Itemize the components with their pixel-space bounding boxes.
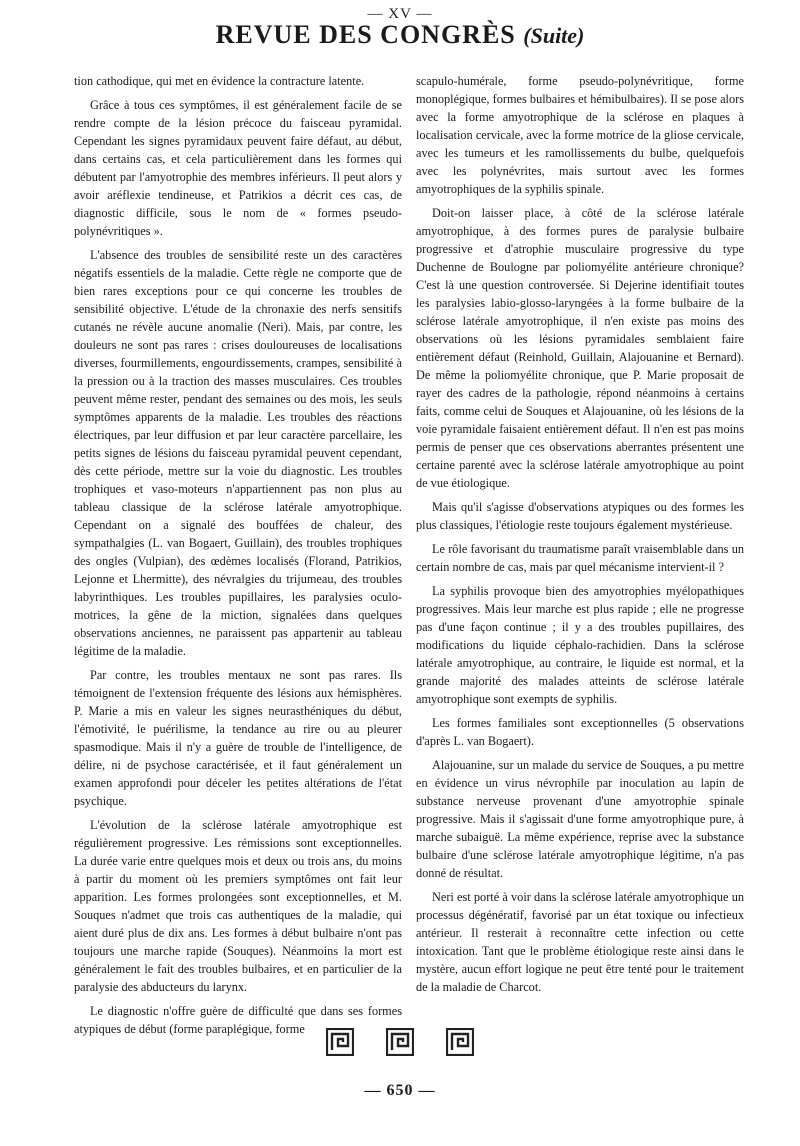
paragraph: Alajouanine, sur un malade du service de Souques, a pu mettre en évidence un virus névrophile par inoculation au lapin de substance nerveuse provenant d'une amyotrophie spinale progressive. Mais il s'agissait d'une forme amyotrophique pure, à marche subaiguë. La même expérience, reprise avec la substance bulbaire d'une sclérose latérale amyotrophique légitime, n'a pas donné de résultat. <box>416 758 744 880</box>
header-title: REVUE DES CONGRÈS <box>215 20 516 49</box>
paragraph: scapulo-humérale, forme pseudo-polynévritique, forme monoplégique, formes bulbaires et hémibulbaires). Il se pose alors avec la forme amyotrophique de la sclérose en plaques à localisation cervicale, avec la forme motrice de la gliose cervicale, avec les tumeurs et les ramollissements du bulbe, quelquefois avec les polynévrites, mais surtout avec les formes amyotrophiques de la syphilis spinale. <box>416 74 744 196</box>
paragraph: Doit-on laisser place, à côté de la sclérose latérale amyotrophique, à des formes pures de paralysie bulbaire progressive et d'atrophie musculaire progressive du type Duchenne de Boulogne par poliomyélite antérieure chronique? C'est là une question controversée. Si Dejerine identifiait toutes les paralysies labio-glosso-laryngées à la forme bulbaire de la sclérose latérale amyotrophique, il n'en existe pas moins des observations où les lésions pyramidales semblaient faire entièrement défaut (Reinhold, Guillain, Alajouanine et Bernard). De même la poliomyélite chronique, que P. Marie proposait de rayer des cadres de la pathologie, répond néanmoins à certains faits, comme celui de Souques et Alajouanine, où les lésions de la voie pyramidale faisaient entièrement défaut. Il n'en est pas moins permis de penser que ces observations aberrantes présentent une certaine parenté avec la sclérose latérale amyotrophique au point de vue étiologique. <box>416 206 744 490</box>
paragraph: Mais qu'il s'agisse d'observations atypiques ou des formes les plus classiques, l'étiologie reste toujours également mystérieuse. <box>416 500 744 532</box>
fret-ornament-icon <box>386 1028 414 1056</box>
paragraph: Neri est porté à voir dans la sclérose latérale amyotrophique un processus dégénératif, favorisé par un état toxique ou infectieux antérieur. Il resterait à reconnaître cette infection ou cette intoxication. Tant que le problème étiologique reste ainsi dans le mystère, aucun effort logique ne peut être tenté pour le traitement de la maladie de Charcot. <box>416 890 744 994</box>
fret-ornament-icon <box>326 1028 354 1056</box>
right-column <box>416 72 744 1002</box>
paragraph: Le diagnostic n'offre guère de difficulté que dans ses formes atypiques de début (forme paraplégique, forme <box>74 1004 402 1036</box>
paragraph: L'absence des troubles de sensibilité reste un des caractères négatifs essentiels de la maladie. Cette règle ne comporte que de bien rares exceptions pour ce qui concerne les troubles de sensibilité objective. L'étude de la chronaxie des nerfs sensitifs cutanés ne révèle aucune anomalie (Neri). Mais, par contre, les douleurs ne sont pas rares : crises douloureuses de localisations diverses, fourmillements, engourdissements, crampes, sensibilité à la pression ou à la traction des masses musculaires. Ces troubles peuvent même rester, pendant des semaines ou des mois, les seuls symptômes apparents de la maladie. Les troubles des réactions électriques, par leur diffusion et par leur caractère parcellaire, les petits signes de lésions du faisceau pyramidal peuvent cependant, dès cette période, mettre sur la voie du diagnostic. Les troubles trophiques et vaso-moteurs n'appartiennent pas non plus au tableau classique de la sclérose latérale amyotrophique. Cependant on a signalé des bouffées de chaleur, des sympathalgies (L. van Bogaert, Guillain), des troubles trophiques des ongles (Vulpian), des œdèmes localisés (Florand, Patrikios, Lejonne et Lhermitte), des névralgies du trijumeau, des troubles labyrinthiques. Les troubles pupillaires, les paralysies oculo-motrices, la gêne de la miction, signalées dans quelques observations anciennes, ne paraissent pas appartenir au tableau légitime de la maladie. <box>74 248 402 658</box>
paragraph: Le rôle favorisant du traumatisme paraît vraisemblable dans un certain nombre de cas, mais par quel mécanisme intervient-il ? <box>416 542 744 574</box>
header-suite: (Suite) <box>523 23 585 48</box>
paragraph: Grâce à tous ces symptômes, il est généralement facile de se rendre compte de la lésion précoce du faisceau pyramidal. Cependant les signes pyramidaux peuvent faire défaut, au début, dans certains cas, et cela particulièrement dans les formes qui débutent par l'amyotrophie des membres inférieurs. Il peut alors y avoir aréflexie tendineuse, et Patrikios a décrit ces cas, de diagnostic difficile, sous le nom de « formes pseudo-polynévritiques ». <box>74 98 402 238</box>
fret-ornament-icon <box>446 1028 474 1056</box>
ornament-row <box>0 1028 800 1056</box>
paragraph: Les formes familiales sont exceptionnelles (5 observations d'après L. van Bogaert). <box>416 716 744 748</box>
page-header <box>0 20 800 50</box>
roman-page-marker: — XV — <box>367 6 433 22</box>
page-number: — 650 — <box>364 1082 436 1099</box>
paragraph: Par contre, les troubles mentaux ne sont pas rares. Ils témoignent de l'extension fréquente des lésions aux hémisphères. P. Marie a mis en valeur les signes neurasthéniques du début, l'émotivité, le puérilisme, la tendance au rire ou au pleurer spasmodique. Mais il n'y a guère de trouble de l'intelligence, de délire, ni de psychose caractérisée, et il faut généralement un examen approfondi pour déceler les petites altérations de l'état psychique. <box>74 668 402 808</box>
paragraph: L'évolution de la sclérose latérale amyotrophique est régulièrement progressive. Les rémissions sont exceptionnelles. La durée varie entre quelques mois et deux ou trois ans, du moins à partir du moment où les premiers symptômes ont fait leur apparition. Les formes prolongées sont exceptionnelles, et M. Souques n'admet que trois cas authentiques de la maladie, qui aient duré plus de dix ans. Les formes à début bulbaire n'ont pas toujours une marche rapide (Souques). Néanmoins la mort est généralement le fait des troubles bulbaires, et en particulier de la paralysie des abducteurs du larynx. <box>74 818 402 994</box>
paragraph: La syphilis provoque bien des amyotrophies myélopathiques progressives. Mais leur marche est plus rapide ; elle ne progresse pas d'une façon continue ; il y a des troubles pupillaires, des modifications du liquide céphalo-rachidien. Dans la sclérose latérale amyotrophique, au contraire, le liquide est normal, et la grande majorité des malades atteints de sclérose latérale amyotrophique sont exempts de syphilis. <box>416 584 744 706</box>
paragraph: tion cathodique, qui met en évidence la contracture latente. <box>74 74 365 88</box>
left-column <box>74 72 402 1044</box>
